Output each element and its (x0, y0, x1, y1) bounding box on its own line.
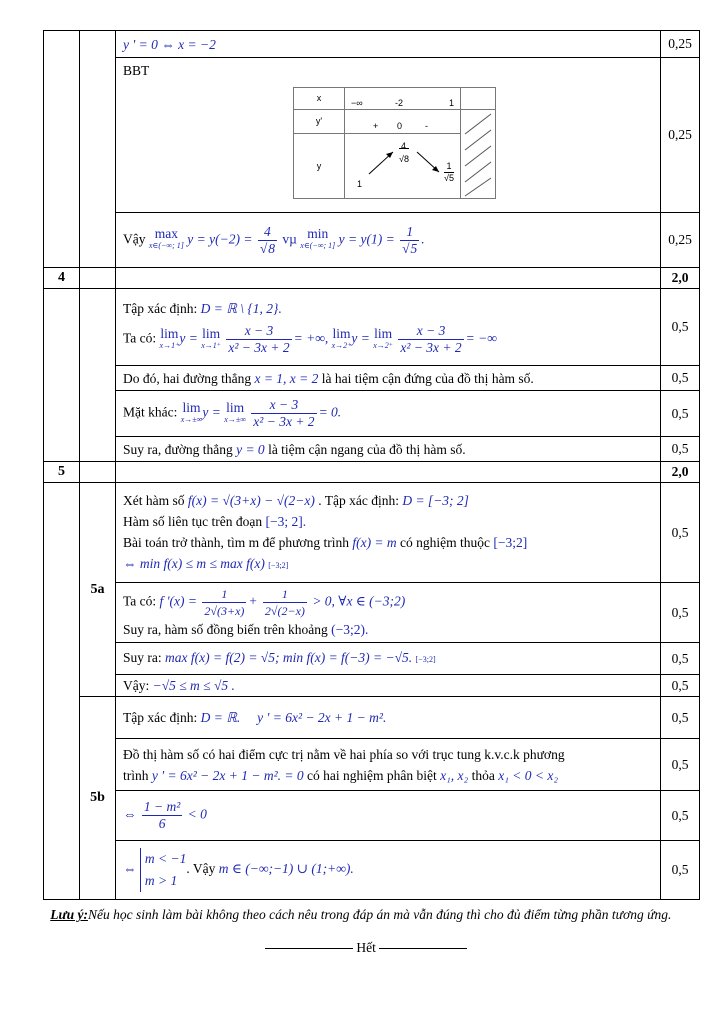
content-cell (116, 58, 661, 213)
score-cell: 0,5 (661, 437, 700, 462)
bbt-x-values (345, 88, 461, 110)
score-cell: 0,5 (661, 366, 700, 391)
content-cell: Mặt khác: lim x→±∞ y = lim x→±∞ $\frac{x - 3}{\text{x² − 3x + 2}}$ = 0. (116, 391, 661, 437)
content-cell: ⇔ $\frac{\text{1 − m²}}{6}$ < 0 (116, 791, 661, 841)
limit-4: lim x→2⁺ (373, 325, 394, 350)
frac-4-sqrt8: $\frac{4}{√8}$ (259, 223, 275, 256)
variation-table (293, 87, 496, 199)
note-text: Nếu học sinh làm bài không theo cách nêu trong đáp án mà vẫn đúng thì cho đủ điểm từng phần tương ứng. (87, 907, 672, 922)
question-number-4: 4 (44, 268, 80, 289)
bbt-y-left: 1 (357, 179, 363, 190)
score-cell: 0,5 (661, 483, 700, 583)
limit-1: lim x→1⁺ (159, 325, 180, 350)
bbt-dy-header: y' (294, 110, 345, 134)
content-cell (116, 31, 661, 58)
question-number-5: 5 (44, 462, 80, 483)
limit-3: lim x→2⁺ (331, 325, 352, 350)
bbt-sign-minus: - (425, 121, 428, 131)
score-cell: 0,5 (661, 643, 700, 675)
content-cell: Vậy: −√5 ≤ m ≤ √5 . (116, 675, 661, 697)
limit-inf-2: lim x→±∞ (224, 399, 246, 424)
bbt-sign-plus: + (373, 121, 379, 131)
subquestion-cell (80, 31, 116, 268)
derivative-zero: y ' = 0 ⇔ x = −2 (123, 36, 216, 52)
content-cell: Xét hàm số f(x) = √(3+x) − √(2−x) . Tập xác định: D = [−3; 2] Hàm số liên tục trên đoạn [−3; 2]. Bài toán trở thành, tìm m để phương trình f(x) = m có nghiệm thuộc [−3;2] ⇔ min f(x) ≤ m ≤ max f(x) [−3;2] (116, 483, 661, 583)
content-cell: Ta có: f '(x) = $\frac{1}{2√(3+x)}$ + $\frac{1}{2√(2-x)}$ > 0, ∀x ∈ (−3;2) Suy ra, hàm số đồng biến trên khoảng (−3;2). (116, 583, 661, 643)
limit-2: lim x→1⁺ (201, 325, 221, 350)
bbt-x-1: 1 (449, 98, 455, 108)
score-cell: 0,5 (661, 675, 700, 697)
score-cell: 0,5 (661, 289, 700, 366)
score-cell: 0,5 (661, 391, 700, 437)
case-bracket: m < −1 m > 1 (140, 848, 186, 892)
bbt-label: BBT (123, 63, 150, 78)
content-cell: Đồ thị hàm số có hai điểm cực trị nằm về hai phía so với trục tung k.v.c.k phương trình y ' = 6x² − 2x + 1 − m². = 0 có hai nghiệm phân biệt x₁, x₂ thỏa x₁ < 0 < x₂ (116, 739, 661, 791)
hatch-icon (461, 110, 495, 198)
score-cell: 0,5 (661, 697, 700, 739)
frac-limit-1: $\frac{x - 3}{\text{x² − 3x + 2}}$ (228, 323, 290, 355)
min-expr: y = y(1) = (338, 231, 395, 247)
min-operator: min x∈(−∞; 1] (300, 226, 336, 250)
subquestion-5a: 5a (80, 483, 116, 697)
conj-text: vµ (282, 231, 297, 247)
frac-1-sqrt5: $\frac{1}{√5}$ (402, 223, 418, 256)
bbt-x-header: x (294, 88, 345, 110)
note (30, 905, 690, 925)
score-cell: 0,25 (661, 31, 700, 58)
end-marker (265, 940, 467, 956)
bbt-hatched-cell (461, 110, 496, 199)
bbt-x-m2: -2 (395, 98, 404, 108)
limit-inf-1: lim x→±∞ (180, 399, 203, 424)
question-cell (44, 31, 80, 268)
answer-key-table (43, 30, 700, 900)
note-label: Lưu ý: (50, 907, 88, 922)
max-operator: max x∈(−∞; 1] (148, 226, 184, 250)
frac-limit-2: $\frac{x - 3}{\text{x² − 3x + 2}}$ (400, 323, 462, 355)
score-cell: 0,5 (661, 583, 700, 643)
bbt-sign-zero: 0 (397, 121, 403, 131)
content-cell: Suy ra, đường thẳng y = 0 là tiệm cận ngang của đồ thị hàm số. (116, 437, 661, 462)
score-cell: 0,5 (661, 791, 700, 841)
bbt-signs (345, 110, 461, 134)
section-score-4: 2,0 (661, 268, 700, 289)
bbt-y-values (345, 134, 461, 199)
content-cell: Tập xác định: D = ℝ \ {1, 2}. Ta có: lim x→1⁺ y = lim x→1⁺ $\frac{x - 3}{\text{x² − 3x + 2}}$ = +∞, lim x→2⁺ y = lim x→2⁺ $\frac{x - 3}{\text{x² − 3x + 2}}$ = −∞ (116, 289, 661, 366)
subquestion-5b: 5b (80, 697, 116, 900)
bbt-y-right: 1 √5 (444, 161, 454, 184)
score-cell: 0,5 (661, 841, 700, 900)
score-cell: 0,25 (661, 213, 700, 268)
domain-expr: D = ℝ \ {1, 2}. (200, 301, 282, 316)
bbt-y-header: y (294, 134, 345, 199)
end-text: Hết (356, 940, 376, 955)
text-vay: Vậy (123, 231, 146, 247)
bbt-arrows (345, 134, 460, 198)
section-score-5: 2,0 (661, 462, 700, 483)
bbt-y-top: 4 (401, 141, 407, 152)
frac-limit-inf: $\frac{x - 3}{\text{x² − 3x + 2}}$ (253, 397, 315, 429)
content-cell: ⇔ m < −1 m > 1 . Vậy m ∈ (−∞;−1) ∪ (1;+∞). (116, 841, 661, 900)
content-cell: Suy ra: max f(x) = f(2) = √5; min f(x) = f(−3) = −√5. [−3;2] (116, 643, 661, 675)
score-cell: 0,5 (661, 739, 700, 791)
max-expr: y = y(−2) = (187, 231, 253, 247)
score-cell: 0,25 (661, 58, 700, 213)
bbt-y-top-sqrt: √8 (399, 148, 409, 170)
content-cell: Vậy max x∈(−∞; 1] y = y(−2) = $\frac{4}{√8}$ vµ min x∈(−∞; 1] y = y(1) = $\frac{1}{√5}$ . (116, 213, 661, 268)
bbt-x-neg-inf: −∞ (351, 98, 363, 108)
content-cell: Do đó, hai đường thẳng x = 1, x = 2 là hai tiệm cận đứng của đồ thị hàm số. (116, 366, 661, 391)
content-cell: Tập xác định: D = ℝ. y ' = 6x² − 2x + 1 − m². (116, 697, 661, 739)
